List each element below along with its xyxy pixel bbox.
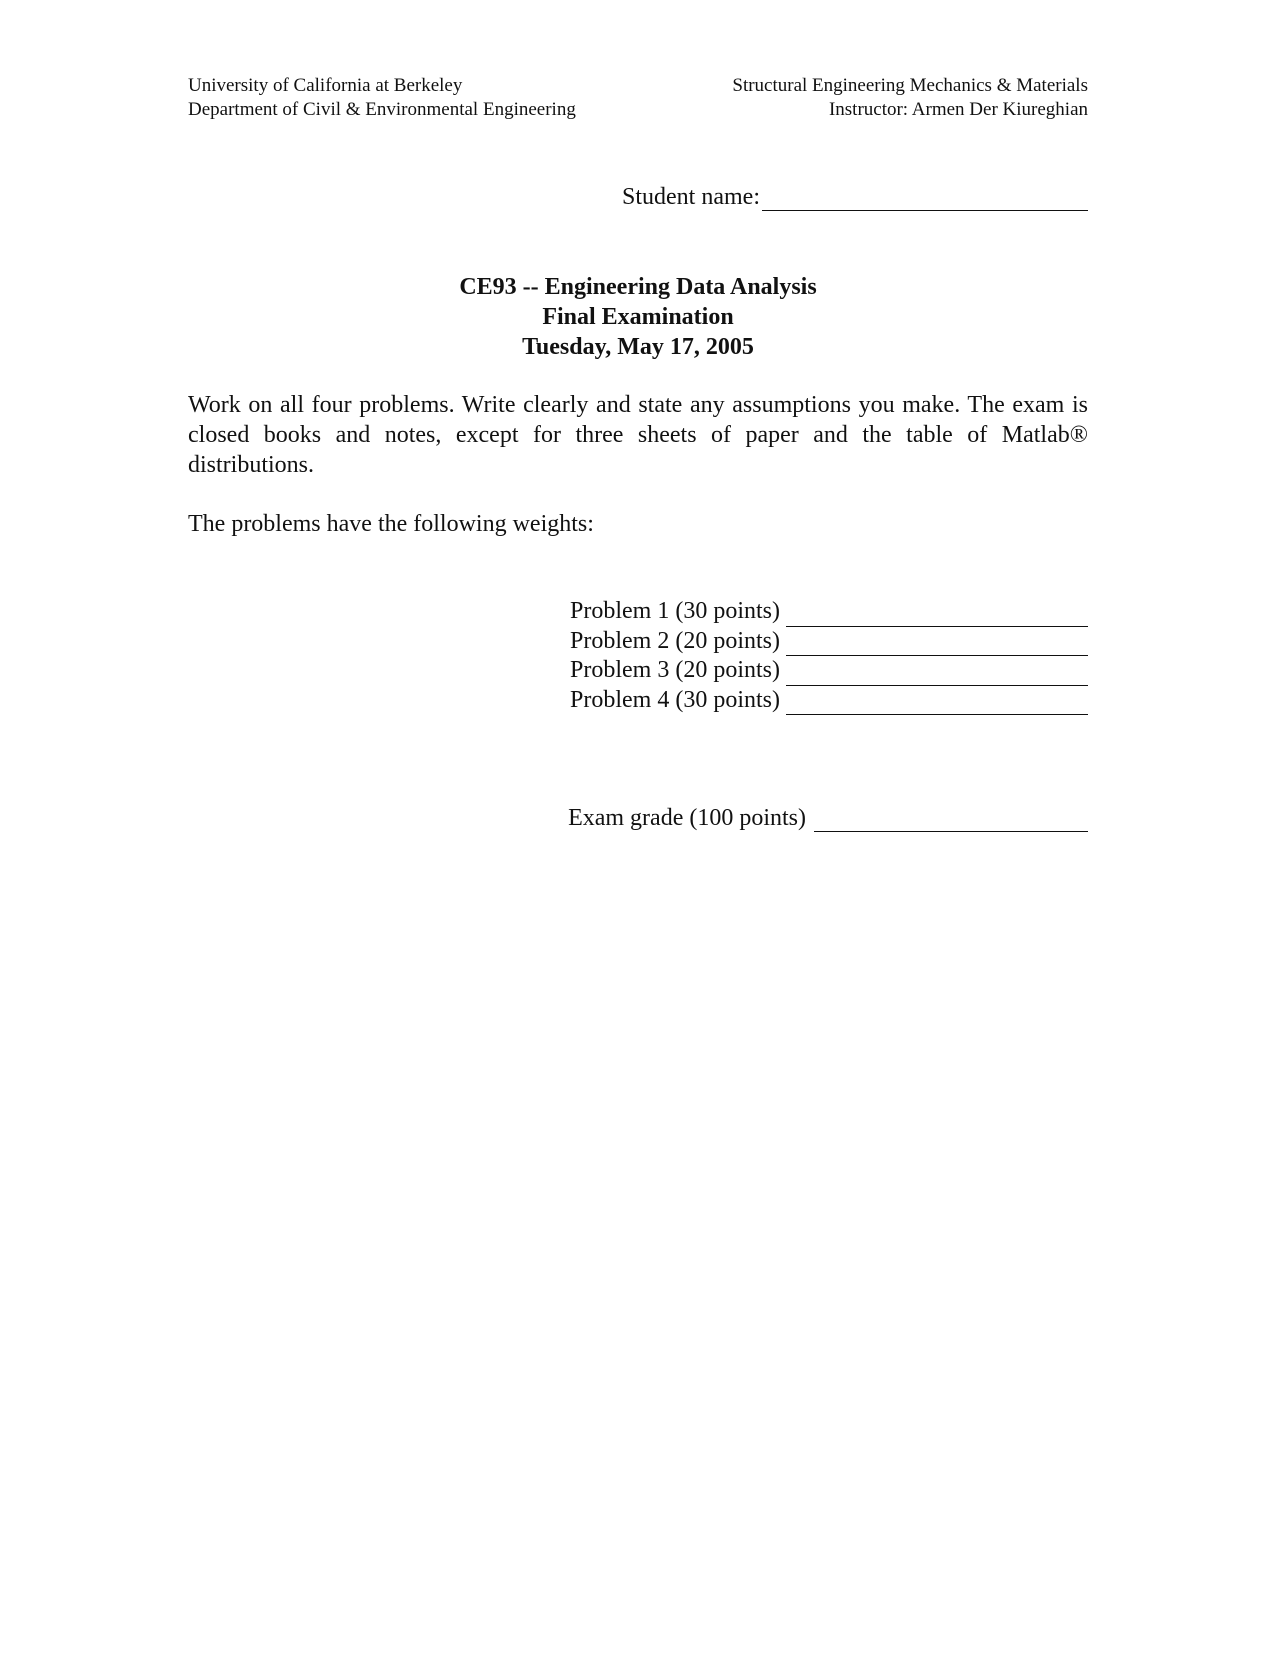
exam-grade-row — [568, 805, 1088, 832]
exam-grade-label: Exam grade (100 points) — [568, 805, 806, 831]
exam-title — [188, 272, 1088, 362]
student-name-label: Student name: — [622, 184, 760, 210]
exam-name: Final Examination — [542, 304, 734, 330]
problem-label: Problem 4 (30 points) — [570, 686, 780, 713]
problem-score-blank[interactable] — [786, 633, 1088, 656]
problem-label: Problem 2 (20 points) — [570, 627, 780, 654]
exam-grade-blank[interactable] — [814, 809, 1088, 832]
exam-date: Tuesday, May 17, 2005 — [522, 334, 754, 360]
program-name: Structural Engineering Mechanics & Materials — [732, 75, 1088, 96]
student-name-row — [622, 184, 1088, 211]
student-name-blank[interactable] — [762, 186, 1088, 211]
problem-score-row — [570, 686, 1088, 716]
university-name: University of California at Berkeley — [188, 75, 463, 96]
problem-score-list — [570, 597, 1088, 715]
header-right — [732, 74, 1088, 122]
problem-score-blank[interactable] — [786, 663, 1088, 686]
problem-label: Problem 3 (20 points) — [570, 657, 780, 683]
problem-label: Problem 1 (30 points) — [570, 598, 780, 624]
department-name: Department of Civil & Environmental Engineering — [188, 99, 576, 120]
weights-intro: The problems have the following weights: — [188, 511, 594, 537]
problem-score-row — [570, 627, 1088, 657]
instructions-paragraph: Work on all four problems. Write clearly and state any assumptions you make. The exam is closed books and notes, except for three sheets of paper and the table of Matlab® distributions. — [188, 392, 1088, 478]
instructor-name: Instructor: Armen Der Kiureghian — [828, 99, 1088, 120]
problem-score-row — [570, 597, 1088, 627]
problem-score-blank[interactable] — [786, 604, 1088, 627]
problem-score-row — [570, 656, 1088, 686]
header-left — [188, 74, 576, 122]
course-title: CE93 -- Engineering Data Analysis — [459, 274, 817, 300]
problem-score-blank[interactable] — [786, 692, 1088, 715]
